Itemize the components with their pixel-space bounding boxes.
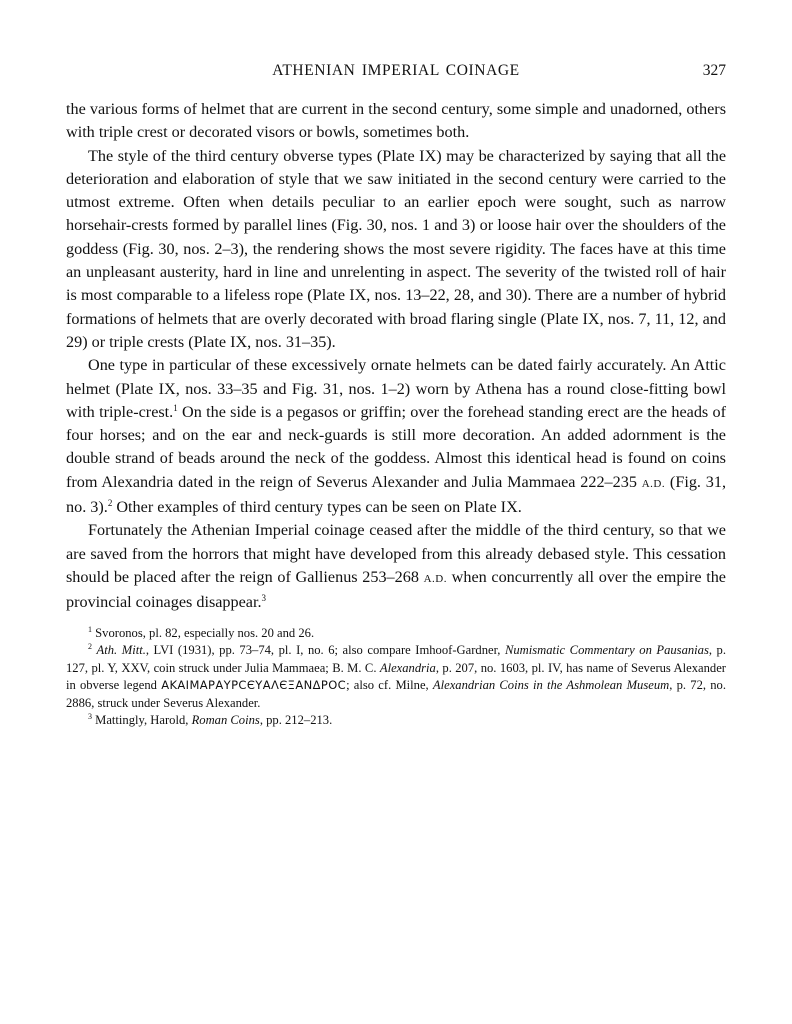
footnote-1-text: Svoronos, pl. 82, especially nos. 20 and 26.	[92, 626, 315, 640]
body-text	[66, 98, 726, 615]
footnote-3-book-title: Roman Coins	[191, 713, 260, 728]
footnote-2-text-b: , LVI (1931), pp. 73–74, pl. I, no. 6; also compare Imhoof-Gardner,	[145, 643, 505, 658]
footnote-mark-2: 2	[88, 642, 92, 652]
paragraph-4-text-a: Fortunately the Athenian Imperial coinage ceased after the middle of the third century, so that we are saved from the horrors that might have developed from this already debased style. This cessation should be placed after the reign of Gallienus 253–268	[66, 521, 726, 586]
footnote-3-text-c: , pp. 212–213.	[259, 713, 333, 728]
paragraph-2: The style of the third century obverse types (Plate IX) may be characterized by saying that all the deterioration and elaboration of style that we saw initiated in the second century were carried to the utmost extreme. Often when details peculiar to an earlier epoch were sought, such as narrow horsehair-crests formed by parallel lines (Fig. 30, nos. 1 and 3) or loose hair over the shoulders of the goddess (Fig. 30, nos. 2–3), the rendering shows the most severe rigidity. The faces have at this time an unpleasant austerity, hard in line and unrelenting in aspect. The severity of the twisted roll of hair is most comparable to a lifeless rope (Plate IX, nos. 13–22, 28, and 30). There are a number of hybrid formations of helmets that are overly decorated with broad flaring single (Plate IX, nos. 7, 11, 12, and 29) or triple crests (Plate IX, nos. 31–35).	[66, 146, 726, 351]
paragraph-3-text-b: On the side is a pegasos or griffin; over the forehead standing erect are the heads of four horses; and on the ear and neck-guards is still more decoration. An added adornment is the double strand of beads around the neck of the goddess. Almost this identical head is found on coins from Alexandria dated in the reign of Severus Alexander and Julia Mammaea 222–235	[66, 402, 726, 491]
paragraph-3-text-a: One type in particular of these excessively ornate helmets can be dated fairly accurately. An Attic helmet (Plate IX, nos. 33–35 and Fig. 31, nos. 1–2) worn by Athena has a round close-fitting bowl with triple-crest.	[66, 356, 726, 421]
footnote-2-text-d: , p. 127, pl. Y, XXV, coin struck under Julia Mammaea; B. M. C.	[66, 643, 727, 675]
paragraph-4	[66, 519, 726, 614]
footnote-ref-2[interactable]: 2	[107, 498, 113, 509]
footnote-2-text-i: , p. 72, no. 2886, struck under Severus Alexander.	[66, 678, 726, 710]
running-title: ATHENIAN IMPERIAL COINAGE	[272, 62, 520, 79]
footnote-2-text-f: , p. 207, no. 1603, pl. IV, has name of Severus Alexander in obverse legend	[66, 660, 726, 693]
footnote-3	[66, 712, 726, 729]
paragraph-1: the various forms of helmet that are current in the second century, some simple and unadorned, others with triple crest or decorated visors or bowls, sometimes both.	[66, 100, 726, 142]
greek-legend: ΑΚΑΙΜΑΡΑΥΡСЄΥΑΛЄΞΑΝΔΡΟС	[161, 678, 347, 693]
footnote-3-text-a: Mattingly, Harold,	[92, 713, 192, 728]
paragraph-4-text-b: when concurrently all over the empire the provincial coinages disappear.	[66, 567, 726, 612]
footnote-ref-1[interactable]: 1	[173, 402, 178, 413]
footnote-2-book-title: Numismatic Commentary on Pausanias	[504, 643, 709, 658]
footnote-2	[66, 642, 726, 712]
footnotes	[66, 625, 726, 729]
footnote-mark-1: 1	[88, 625, 92, 634]
footnote-mark-3: 3	[88, 712, 92, 722]
running-head	[66, 62, 726, 84]
footnote-2-text-g: ; also cf. Milne,	[346, 678, 433, 693]
footnote-ref-3[interactable]: 3	[261, 593, 267, 604]
page-number: 327	[702, 62, 726, 79]
paragraph-3	[66, 354, 726, 519]
era-abbreviation: A.D.	[423, 572, 447, 585]
footnote-2-ashmolean-title: Alexandrian Coins in the Ashmolean Museum	[432, 678, 670, 693]
paragraph-3-text-c: (Fig. 31, no. 3).	[66, 472, 726, 517]
footnote-2-journal: Ath. Mitt.	[96, 643, 146, 658]
paragraph-3-text-d: Other examples of third century types can be seen on Plate IX.	[112, 498, 522, 517]
footnote-1	[66, 625, 726, 642]
footnote-2-catalogue: Alexandria	[379, 660, 436, 675]
era-abbreviation: A.D.	[641, 477, 666, 490]
